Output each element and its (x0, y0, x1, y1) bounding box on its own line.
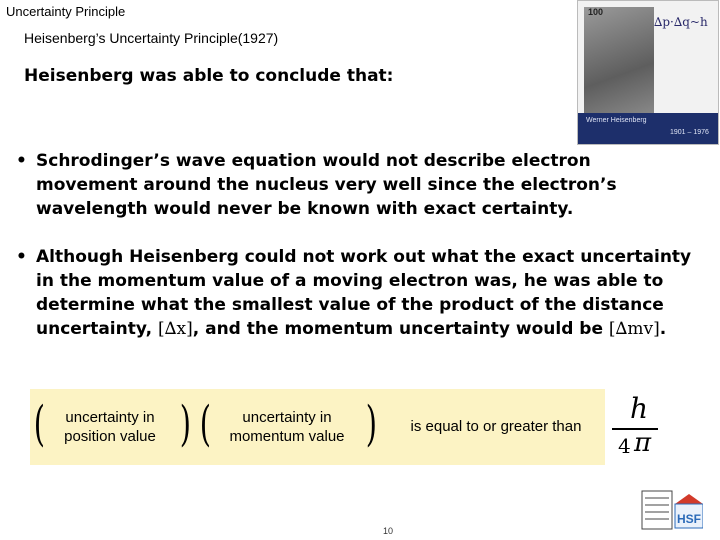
paren-close: ) (365, 396, 377, 452)
bullet-marker: • (16, 247, 27, 267)
formula-momentum-uncertainty: uncertainty in momentum value (229, 409, 345, 445)
delta-mv-symbol: [∆mv] (608, 319, 660, 339)
bullet-text-part: , and the momentum uncertainty would be (192, 319, 609, 339)
stamp-portrait (584, 7, 654, 117)
logo-text: HSF (677, 512, 701, 526)
planck-h-symbol: h (630, 392, 649, 425)
stamp-years: 1901 – 1976 (670, 129, 709, 136)
bullet-schrodinger (16, 149, 706, 221)
denominator-four: 4 (618, 434, 631, 458)
delta-x-symbol: [∆x] (158, 319, 193, 339)
paren-open: ( (33, 396, 45, 452)
paren-close: ) (179, 396, 191, 452)
paren-open: ( (199, 396, 211, 452)
school-logo (641, 490, 703, 530)
heisenberg-stamp-image (577, 0, 719, 145)
slide-subtitle: Heisenberg’s Uncertainty Principle(1927) (24, 30, 279, 46)
slide-heading: Heisenberg was able to conclude that: (24, 66, 394, 86)
bullet-text-part: Although Heisenberg could not work out what the exact uncertainty in the momentum value of a moving electron was, he was able to determine what the smallest value of the product of the distance uncertainty, (36, 247, 692, 339)
bullet-text (36, 245, 696, 341)
stamp-equation: ∆p·∆q~h (654, 15, 708, 29)
bullet-text: Schrodinger’s wave equation would not describe electron movement around the nucleus very well since the electron’s wavelength would never be known with exact certainty. (36, 151, 617, 219)
page-number: 10 (383, 526, 394, 536)
stamp-name: Werner Heisenberg (586, 117, 647, 124)
stamp-value: 100 (588, 7, 604, 17)
formula-position-uncertainty: uncertainty in position value (64, 409, 156, 445)
bullet-marker: • (16, 151, 27, 171)
bullet-text-part: . (659, 319, 667, 339)
slide-top-title: Uncertainty Principle (6, 4, 126, 19)
bullet-heisenberg (16, 245, 706, 365)
formula-relation: is equal to or greater than (410, 418, 582, 435)
pi-symbol: π (634, 428, 652, 458)
